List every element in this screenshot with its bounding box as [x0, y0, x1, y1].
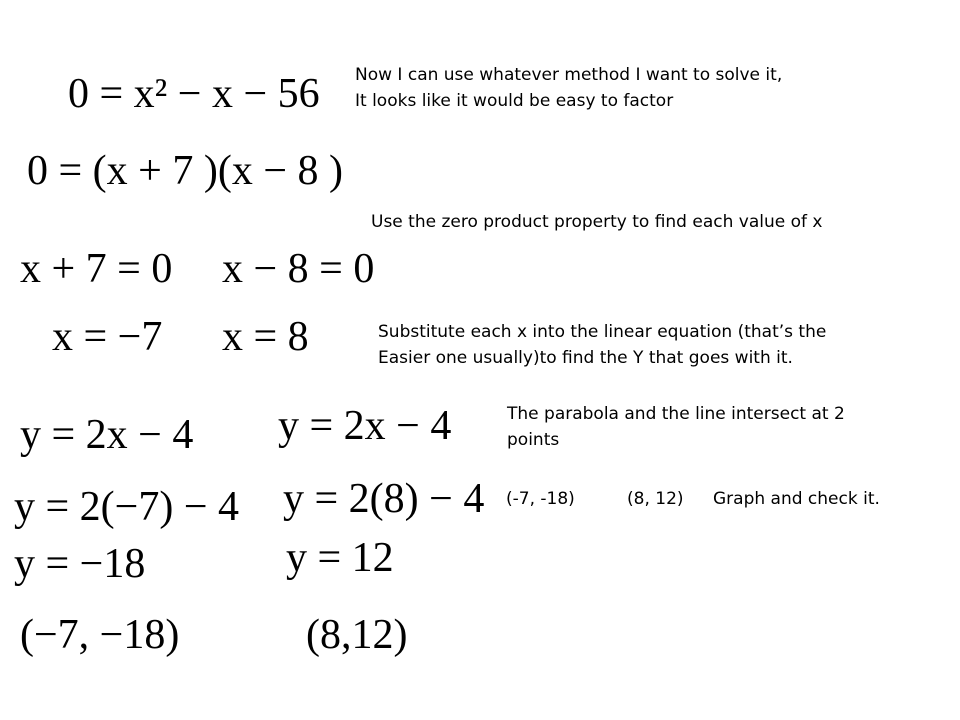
factor-one-zero: x + 7 = 0: [20, 246, 173, 292]
substitute-note: [378, 319, 826, 371]
graph-check-note: Graph and check it.: [713, 489, 880, 509]
linear-equation-right: y = 2x − 4: [278, 403, 452, 449]
y-value-right: y = 12: [286, 535, 394, 581]
substituted-equation-right: y = 2(8) − 4: [283, 476, 485, 522]
substitute-note-line-1: Substitute each x into the linear equation (that’s the: [378, 322, 827, 342]
intersect-note-line-1: The parabola and the line intersect at 2: [507, 404, 845, 424]
intersect-note-line-2: points: [507, 430, 560, 450]
method-note: [355, 62, 782, 114]
point-right: (8,12): [306, 612, 408, 658]
intersect-note: [507, 401, 845, 453]
x-solution-two: x = 8: [222, 314, 309, 360]
point-left: (−7, −18): [20, 612, 180, 658]
y-value-left: y = −18: [14, 541, 146, 587]
intersection-point-two: (8, 12): [627, 489, 684, 509]
factor-two-zero: x − 8 = 0: [222, 246, 375, 292]
method-note-line-1: Now I can use whatever method I want to solve it,: [355, 65, 783, 85]
linear-equation-left: y = 2x − 4: [20, 412, 194, 458]
substitute-note-line-2: Easier one usually)to find the Y that goes with it.: [378, 348, 793, 368]
substituted-equation-left: y = 2(−7) − 4: [14, 484, 240, 530]
quadratic-equation: 0 = x² − x − 56: [68, 71, 320, 117]
method-note-line-2: It looks like it would be easy to factor: [355, 91, 674, 111]
x-solution-one: x = −7: [52, 314, 163, 360]
intersection-point-one: (-7, -18): [506, 489, 575, 509]
factored-equation: 0 = (x + 7 )(x − 8 ): [27, 148, 344, 194]
zero-product-note: Use the zero product property to find each value of x: [371, 212, 823, 232]
